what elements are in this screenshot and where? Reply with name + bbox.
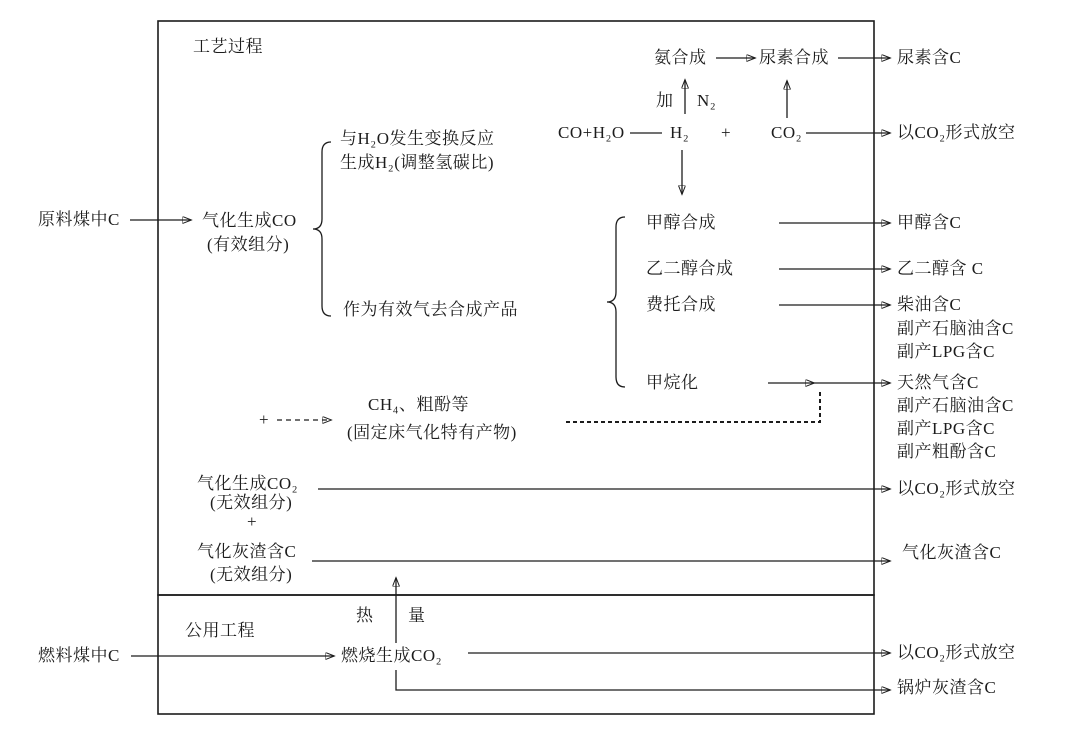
- arrow-boiler-slag-output: [396, 670, 890, 690]
- fischer-tropsch-label: 费托合成: [646, 295, 716, 315]
- gasification-co-label: 气化生成CO: [202, 211, 297, 231]
- output-gasification-slag: 气化灰渣含C: [902, 543, 1002, 563]
- output-natural-gas: 天然气含C: [897, 373, 979, 393]
- output-methanation-phenol: 副产粗酚含C: [897, 442, 997, 462]
- gasification-slag-note: (无效组分): [210, 565, 293, 585]
- dashed-line-fixed-bed-to-methanation: [566, 392, 820, 422]
- syngas-branch-label: 作为有效气去合成产品: [343, 300, 518, 320]
- heat-label-left: 热: [356, 606, 374, 626]
- shift-reaction-line2: 生成H₂(调整氢碳比): [340, 153, 495, 173]
- process-section-title: 工艺过程: [193, 37, 263, 57]
- inefficient-plus-sign: +: [247, 512, 258, 532]
- fuel-coal-input-label: 燃料煤中C: [38, 646, 120, 666]
- output-urea: 尿素含C: [897, 48, 962, 68]
- gasification-co2-note: (无效组分): [210, 493, 293, 513]
- output-co2-vent-bottom: 以CO₂形式放空: [897, 643, 1016, 663]
- raw-coal-input-label: 原料煤中C: [38, 210, 120, 230]
- gasification-slag-label: 气化灰渣含C: [197, 542, 297, 562]
- wgs-plus-sign: +: [721, 123, 732, 143]
- output-boiler-slag: 锅炉灰渣含C: [897, 678, 997, 698]
- fixed-bed-plus-sign: +: [259, 410, 270, 430]
- utility-section-title: 公用工程: [185, 621, 255, 641]
- output-methanation-naphtha: 副产石脑油含C: [897, 396, 1014, 416]
- fixed-bed-note: (固定床气化特有产物): [347, 423, 517, 443]
- ethylene-glycol-synthesis-label: 乙二醇合成: [646, 259, 734, 279]
- n2-label: N₂: [697, 91, 717, 111]
- synthesis-brace: [607, 217, 625, 387]
- combustion-co2-label: 燃烧生成CO₂: [341, 646, 443, 666]
- gasification-co2-label: 气化生成CO₂: [197, 474, 299, 494]
- output-ft-naphtha: 副产石脑油含C: [897, 319, 1014, 339]
- output-co2-vent-top: 以CO₂形式放空: [897, 123, 1016, 143]
- output-ethylene-glycol: 乙二醇含 C: [897, 259, 984, 279]
- methanol-synthesis-label: 甲醇合成: [646, 213, 716, 233]
- wgs-reactants-label: CO+H₂O: [558, 123, 625, 143]
- ammonia-synthesis-label: 氨合成: [654, 48, 707, 68]
- output-methanol: 甲醇含C: [897, 213, 962, 233]
- urea-synthesis-label: 尿素合成: [759, 48, 829, 68]
- gasification-brace: [313, 142, 331, 316]
- output-methanation-lpg: 副产LPG含C: [897, 419, 995, 439]
- methanation-label: 甲烷化: [646, 373, 699, 393]
- output-co2-vent-mid: 以CO₂形式放空: [897, 479, 1016, 499]
- output-diesel: 柴油含C: [897, 295, 962, 315]
- co2-label: CO₂: [771, 123, 803, 143]
- fixed-bed-products-label: CH₄、粗酚等: [368, 395, 470, 415]
- utility-section-box: [158, 595, 874, 714]
- shift-reaction-line1: 与H₂O发生变换反应: [340, 129, 495, 149]
- output-ft-lpg: 副产LPG含C: [897, 342, 995, 362]
- gasification-co-note: (有效组分): [207, 235, 290, 255]
- heat-label-right: 量: [408, 606, 426, 626]
- add-label: 加: [656, 91, 674, 111]
- h2-label: H₂: [670, 123, 690, 143]
